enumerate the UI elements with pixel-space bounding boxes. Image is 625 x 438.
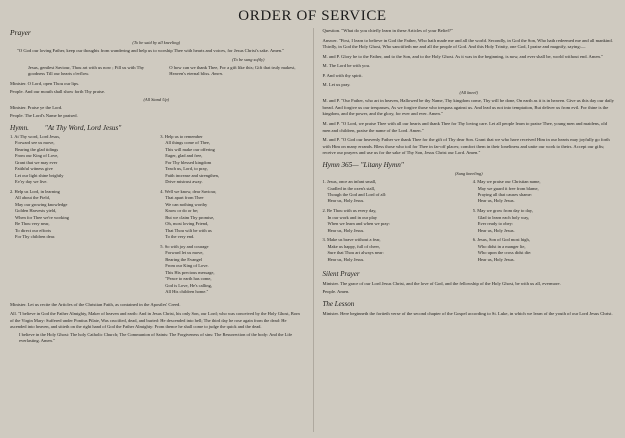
versicle-line [323, 73, 616, 80]
lesson-heading: The Lesson [322, 299, 355, 308]
verse-line: This will make our offering [165, 146, 215, 152]
verse-line: To the very end. [165, 234, 195, 240]
versicle-body: The Lord be with you. [328, 63, 371, 69]
verse-line: 3. Help us to remember [160, 134, 203, 139]
verse-line: Hear us, Holy Jesus. [327, 256, 365, 262]
two-column-layout [10, 28, 615, 432]
verse-line: Know or do or be; [165, 208, 199, 214]
verse-line: Grant that we may ever [15, 159, 58, 165]
hymn-verse [473, 208, 615, 234]
verse-line: "Peace to earth has come, [165, 276, 212, 282]
verse-line: Hear us, Holy Jesus. [327, 227, 365, 233]
creed-lead: All. [10, 311, 17, 317]
hymn-verse [323, 208, 465, 234]
versicle-line [323, 121, 616, 134]
verse-line: Be Thou very near, [15, 221, 50, 227]
verse-line: Hear us, Holy Jesus. [327, 198, 365, 204]
verse-line: Teach us, Lord, to pray, [165, 166, 208, 172]
verse-line: Who didst in a manger lie, [477, 243, 526, 249]
stand-up-direction: (All Stand Up) [143, 96, 170, 102]
hymn-verses-left [10, 134, 152, 299]
verse-number: 3. [322, 237, 326, 243]
silent-prayer-people: People. Amen. [322, 289, 350, 295]
versicle-line [323, 54, 616, 61]
verse-number: 2. [322, 208, 326, 214]
hymn-title: "At Thy Word, Lord Jesus" [44, 123, 122, 132]
response-body: O Lord, open Thou our lips. [27, 80, 80, 86]
kneel-direction: (To be said by all kneeling) [132, 39, 181, 45]
hymn-verse [323, 237, 465, 263]
verse-line: Faithful witness give [15, 166, 53, 172]
response-line [10, 81, 303, 88]
litany-hymn-heading [323, 160, 616, 170]
verse-line: Fill us with Thy goodness [28, 64, 145, 77]
verse-line: That Thou wilt be with us [165, 227, 212, 233]
response-text: People. [10, 113, 24, 119]
opening-hymn-verse-right [169, 65, 302, 78]
verse-line: Forward see us move, [15, 140, 55, 146]
versicle-lead: M. [322, 82, 328, 88]
versicle-body: Let us pray. [328, 82, 351, 88]
verse-line: 2. Be Thou with us every day, [322, 208, 377, 214]
verse-line: Golden Harvests yield, [15, 208, 57, 214]
prayer-heading: Prayer [10, 28, 31, 37]
verse-number: 4. [160, 188, 164, 194]
verse-line: May our growing knowledge [15, 201, 68, 207]
verse-line: Till our hearts o'erflow. [46, 71, 90, 77]
verse-number: 1. [10, 134, 14, 139]
opening-prayer-text: "O God our loving Father, keep our thoughts from wandering and help us to worship Thee with hearts and voices, for Jesus Christ's sake. Amen." [17, 47, 285, 53]
verse-line: Drive mistrust away. [165, 179, 203, 185]
verse-line: 5. So with joy and courage [160, 243, 209, 249]
catechism-question: Question. "What do you chiefly learn in these Articles of your Belief?" [322, 28, 453, 33]
verse-line: That apart from Thee [165, 195, 204, 201]
verse-line: Let our light shine brightly [15, 172, 64, 178]
verse-number: 5. [160, 243, 164, 249]
verse-line: Praying all that causes shame: [477, 191, 532, 197]
verse-line: In our work and in our play [327, 214, 377, 220]
order-of-service-sheet [10, 8, 615, 434]
right-column [313, 28, 616, 432]
verse-line: Bearing the Evangel [165, 256, 202, 262]
response-line [10, 113, 303, 120]
hymn-verse [160, 134, 302, 186]
verse-line: We can nothing worthy [165, 201, 208, 207]
all-kneel-direction: (All kneel) [459, 90, 478, 96]
response-line [10, 105, 303, 112]
left-column [10, 28, 303, 432]
litany-verses-right [473, 179, 615, 266]
verse-line: Make us happy, full of cheer, [327, 243, 380, 249]
versicle-lead: M. and P. [322, 121, 340, 126]
verse-line: Ev'ry day we live. [15, 179, 48, 185]
verse-line: But we claim Thy promise, [165, 214, 215, 220]
versicle-lead: P. [322, 72, 326, 78]
verse-line: May we guard it free from blame, [477, 185, 539, 191]
verse-line: When we learn and when we pray: [327, 221, 390, 227]
hymn-verse [323, 179, 465, 205]
verse-line: Hear us, Holy Jesus. [477, 227, 515, 233]
verse-number: 3. [160, 134, 164, 139]
verse-line: Eager, glad and free, [165, 153, 203, 159]
verse-number: 6. [472, 237, 477, 243]
verse-line: Forward let us move, [165, 250, 204, 256]
litany-hymn-label: Hymn 365— [322, 160, 359, 169]
verse-line: To direct our efforts [15, 227, 51, 233]
verse-line: From our King of Love, [15, 153, 59, 159]
litany-verses-left [323, 179, 465, 266]
verse-line: All about the Field, [15, 195, 50, 201]
verse-number: 5. [472, 208, 477, 214]
verse-line: For Thy blessed kingdom [165, 159, 212, 165]
verse-line: O how can we thank Thee, [169, 64, 219, 70]
verse-line: 6. Jesus, Son of God most high, [472, 237, 530, 243]
verse-line: Faith increase and strengthen, [165, 172, 219, 178]
response-text: Minister. [10, 80, 27, 86]
silent-prayer-heading: Silent Prayer [322, 270, 360, 279]
versicle-lead: M. and P. [322, 137, 340, 143]
verse-line: For a gift like this; [219, 64, 254, 70]
versicle-body: And with thy spirit. [326, 72, 363, 78]
hymn-heading [10, 123, 303, 133]
verse-line: For Thy children dear. [15, 234, 56, 240]
verse-line: Gift that truly makest, [254, 64, 296, 70]
verse-line: Who upon the cross didst die: [477, 250, 532, 256]
verse-line: 5. May we grow from day to day, [472, 208, 533, 214]
verse-number: 1. [322, 179, 326, 185]
verse-line: Hear us, Holy Jesus. [477, 198, 515, 204]
hymn-verses-block [10, 134, 303, 299]
response-line [10, 89, 303, 96]
versicle-body: "O Lord, we praise Thee with all our hearts and thank Thee for Thy loving care. Let all people learn to praise Thee, young men and maidens, old men and children, praise the name of the Lord. Amen." [322, 121, 607, 133]
silent-prayer-minister: Minister. The grace of our Lord Jesus Christ, and the love of God, and the fellowship of the Holy Ghost, be with us all, evermore. [322, 281, 561, 287]
hymn-verse [473, 237, 615, 263]
verse-line: Amen. [211, 71, 224, 77]
verse-line: Jesus, gentlest Saviour, [28, 64, 71, 70]
hymn-verse [160, 189, 302, 241]
verse-line: Hear us, Holy Jesus. [477, 256, 515, 262]
verse-number: 2. [10, 188, 14, 194]
creed-paragraph [10, 311, 303, 330]
page-title: ORDER OF SERVICE [238, 8, 387, 24]
versicle-line [323, 63, 616, 70]
verse-line: 3. Make us brave without a fear, [322, 237, 381, 243]
hymn-label: Hymn. [10, 123, 29, 132]
verse-line: All things come of Thee, [165, 140, 211, 146]
versicle-lead: M. [322, 63, 328, 69]
verse-line: Ever ready to obey: [477, 221, 514, 227]
versicle-line [323, 137, 616, 157]
versicle-body: "Our Father, who art in heaven, Hallowed be thy Name, Thy kingdom come, Thy will be done, On earth as it is in heaven. Give us this day our daily bread. And forgive us our trespasses, As we forgive those who trespass against us. And lead us not into temptation, But deliver us from evil. For thine is the kingdom, and the power, and the glory, for ever and ever. Amen." [322, 98, 614, 117]
hymn-verses-right [160, 134, 302, 299]
sung-softly-direction: (To be sung softly) [232, 57, 265, 63]
verse-line: From our King of Love. [165, 263, 209, 269]
creed-body: "I believe in God the Father Almighty, Maker of heaven and earth: And in Jesus Christ, his only Son, our Lord; who was conceived by the Holy Ghost, Born of the Virgin Mary: Suffered under Pontius Pilate, Was crucified, dead, and buried: He descended into hell; The third day he rose again from the dead: He ascended into heaven, and sitteth on the right hand of God the Father Almighty: From thence he shall come to judge the quick and the dead. [10, 311, 300, 329]
response-text: Minister. [10, 105, 27, 111]
verse-line: Glad to learn each holy way, [477, 214, 530, 220]
verse-line: All His children home." [165, 289, 209, 295]
verse-line: 4. Well we know, dear Saviour, [160, 188, 217, 194]
versicle-body: "O God our heavenly Father we thank Thee for the gift of Thy dear Son. Grant that we who have received Him in our hearts may joyfully go forth with Him on many errands. Bless those who toil for Thee in far-off places; comfort them in their loneliness and unite our work to theirs. Accept our gifts; receive our prayers and use us for the sake of Thy Son, Jesus Christ our Lord. Amen." [322, 137, 610, 156]
sung-kneeling-direction: (Sung kneeling) [454, 170, 483, 176]
verse-line: This His precious message, [165, 269, 215, 275]
verse-line: Thou art with us now ; [71, 64, 114, 70]
response-body: Praise ye the Lord. [27, 105, 63, 111]
verse-line: Though the God and Lord of all: [327, 191, 387, 197]
versicle-body: Glory be to the Father, and to the Son, and to the Holy Ghost. As it was in the beginning, is now, and ever shall be, world without end. Amen." [341, 53, 603, 59]
verse-line: Oh, most loving Friend, [165, 221, 209, 227]
versicle-lead: M. and P. [322, 98, 340, 104]
hymn-verse [473, 179, 615, 205]
verse-line: God is Love, He's calling, [165, 282, 213, 288]
verse-line: Cradled in the oxen's stall, [327, 185, 376, 191]
opening-hymn-verse-left [10, 65, 161, 78]
response-body: The Lord's Name be praised. [24, 113, 78, 119]
verse-line: 2. Help us Lord, in learning [10, 188, 60, 194]
versicle-line [323, 98, 616, 118]
litany-hymn-verses [323, 179, 616, 266]
versicle-line [323, 82, 616, 89]
verse-number: 4. [472, 179, 477, 185]
apostles-creed [10, 311, 303, 344]
response-text: People. [10, 88, 24, 94]
verse-line: 1. At Thy word, Lord Jesus, [10, 134, 61, 139]
verse-line: When for Thee we're working [15, 214, 69, 220]
creed-intro: Minister. Let us recite the Articles of the Christian Faith, as contained in the Apostles' Creed. [10, 301, 181, 307]
versicle-lead: M. and P. [322, 53, 340, 59]
verse-line: Sure that Thou art always near: [327, 250, 384, 256]
litany-hymn-title: "Litany Hymn" [360, 160, 404, 169]
creed-paragraph-2: I believe in the Holy Ghost: The holy Catholic Church; The Communion of Saints: The Forgiveness of sins: The Resurrection of the body: And the Life everlasting. Amen." [19, 331, 293, 344]
lesson-text: Minister. Here beginneth the fortieth verse of the second chapter of the Gospel according to St. Luke, in which we learn of the youth of our Lord Jesus Christ. [322, 310, 613, 316]
verse-line: 4. May we praise our Christian name, [472, 179, 541, 185]
verse-line: Heaven's eternal bliss. [169, 71, 211, 77]
response-body: And our mouth shall show forth Thy praise. [24, 88, 106, 94]
opening-hymn-verses [10, 65, 303, 78]
verse-line: 1. Jesus, once an infant small, [322, 179, 377, 185]
verse-line: Bearing the glad tidings [15, 146, 59, 152]
hymn-verse [10, 189, 152, 241]
hymn-verse [10, 134, 152, 186]
catechism-answer: Answer. "First, I learn to believe in God the Father, Who hath made me and all the world. Secondly, in God the Son, Who hath redeemed me and all mankind. Thirdly, in God the Holy Ghost, Who sanctifieth me and all the people of God. And this Holy Trinity, one God, I praise and magnify, saying:— [322, 37, 613, 50]
hymn-verse [160, 244, 302, 296]
